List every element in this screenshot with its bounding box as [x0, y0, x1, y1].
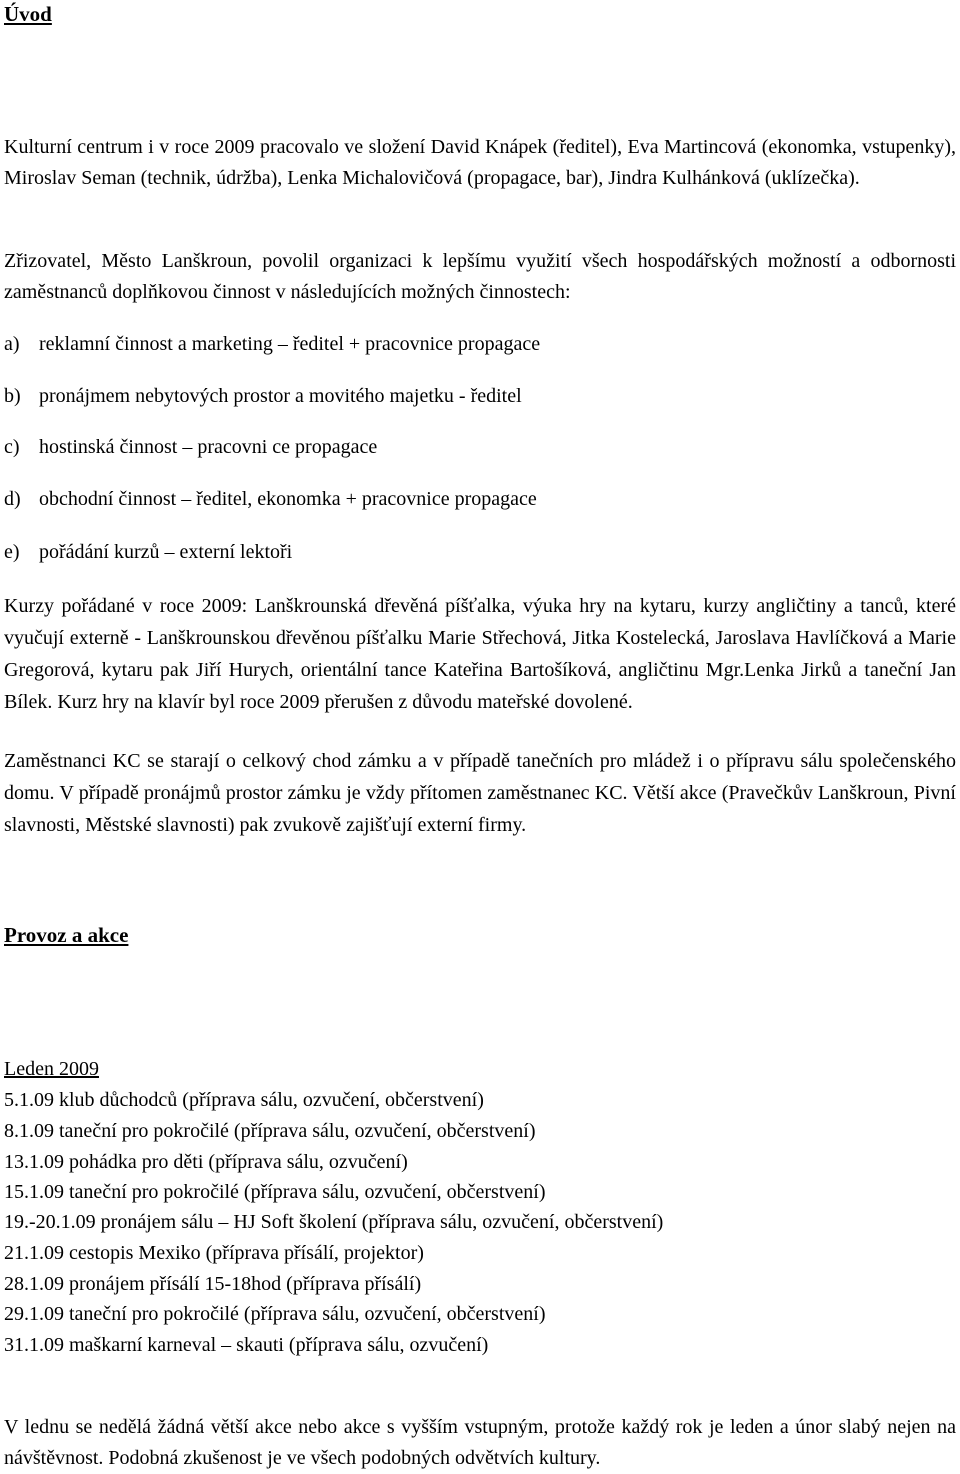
paragraph-founder: Zřizovatel, Město Lanškroun, povolil organizaci k lepšímu využití všech hospodářských možností a odbornosti zaměstnanců doplňkovou činnost v následujících možných činnostech: [4, 250, 956, 303]
list-item-activity-e [4, 540, 292, 564]
paragraph-staff: Kulturní centrum i v roce 2009 pracovalo ve složení David Knápek (ředitel), Eva Martincová (ekonomka, vstupenky), Miroslav Seman (technik, údržba), Lenka Michalovičová (propagace, bar), Jindra Kulhánková (uklízečka). [4, 136, 956, 189]
paragraph-employees: Zaměstnanci KC se starají o celkový chod zámku a v případě tanečních pro mládež i o přípravu sálu společenského domu. V případě pronájmů prostor zámku je vždy přítomen zaměstnanec KC. Větší akce (Pravečkův Lanškroun, Pivní slavnosti, Městské slavnosti) pak zvukově zajišťují externí firmy. [4, 750, 956, 836]
list-item-activity-d [4, 487, 537, 511]
list-marker: e) [4, 541, 20, 563]
list-item-event: 28.1.09 pronájem přísálí 15-18hod (příprava přísálí) [4, 1273, 422, 1295]
list-item-event: 15.1.09 taneční pro pokročilé (příprava sálu, ozvučení, občerstvení) [4, 1181, 546, 1203]
list-item-text: obchodní činnost – ředitel, ekonomka + pracovnice propagace [39, 488, 537, 510]
list-item-activity-b [4, 384, 522, 408]
list-item-text: pronájmem nebytových prostor a movitého majetku - ředitel [39, 385, 522, 407]
paragraph-january-note: V lednu se nedělá žádná větší akce nebo akce s vyšším vstupným, protože každý rok je leden a únor slabý nejen na návštěvnost. Podobná zkušenost je ve všech podobných odvětvích kultury. [4, 1416, 956, 1469]
heading-uvod: Úvod [4, 2, 52, 26]
list-item-event: 29.1.09 taneční pro pokročilé (příprava sálu, ozvučení, občerstvení) [4, 1303, 546, 1325]
list-item-event: 21.1.09 cestopis Mexiko (příprava přísálí, projektor) [4, 1242, 424, 1264]
list-item-event: 31.1.09 maškarní karneval – skauti (příprava sálu, ozvučení) [4, 1334, 489, 1356]
list-item-text: pořádání kurzů – externí lektoři [39, 541, 293, 563]
list-item-activity-c [4, 435, 377, 459]
list-marker: c) [4, 436, 20, 458]
heading-provoz-a-akce: Provoz a akce [4, 923, 129, 947]
paragraph-courses: Kurzy pořádané v roce 2009: Lanškrounská dřevěná píšťalka, výuka hry na kytaru, kurzy angličtiny a tanců, které vyučují externě - Lanškrounskou dřevěnou píšťalku Marie Střechová, Jitka Kostelecká, Jaroslava Havlíčková a Marie Gregorová, kytaru pak Jiří Hurych, orientální tance Kateřina Bartošíková, angličtinu Mgr.Lenka Jirků a taneční Jan Bílek. Kurz hry na klavír byl roce 2009 přerušen z důvodu mateřské dovolené. [4, 595, 956, 713]
list-item-event: 8.1.09 taneční pro pokročilé (příprava sálu, ozvučení, občerstvení) [4, 1120, 536, 1142]
list-item-text: reklamní činnost a marketing – ředitel + pracovnice propagace [39, 333, 541, 355]
list-marker: b) [4, 385, 21, 407]
list-item-event: 13.1.09 pohádka pro děti (příprava sálu, ozvučení) [4, 1151, 408, 1173]
list-marker: a) [4, 333, 20, 355]
list-item-event: 5.1.09 klub důchodců (příprava sálu, ozvučení, občerstvení) [4, 1089, 484, 1111]
list-marker: d) [4, 488, 21, 510]
list-item-activity-a [4, 332, 540, 356]
month-title-january: Leden 2009 [4, 1058, 99, 1080]
list-item-event: 19.-20.1.09 pronájem sálu – HJ Soft školení (příprava sálu, ozvučení, občerstvení) [4, 1211, 664, 1233]
list-item-text: hostinská činnost – pracovni ce propagace [39, 436, 378, 458]
